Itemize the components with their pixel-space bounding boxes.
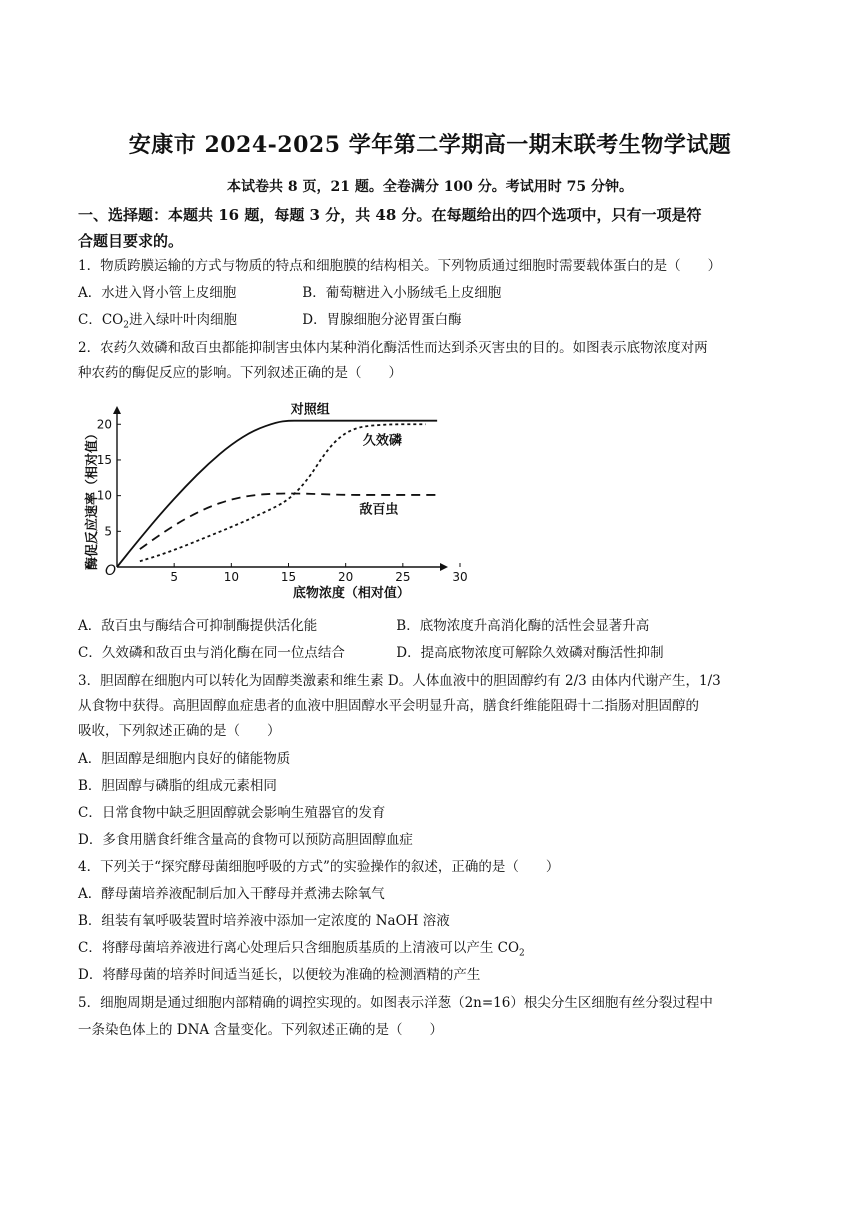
q3-option-a: A．胆固醇是细胞内良好的储能物质 (78, 751, 291, 767)
q2-option-d: D．提高底物浓度可解除久效磷对酶活性抑制 (396, 645, 664, 661)
section-heading-line2: 合题目要求的。 (78, 232, 184, 250)
q2-options-row2 (78, 643, 664, 663)
x-tick-label: 10 (223, 570, 239, 584)
q4-option-b: B．组装有氧呼吸装置时培养液中添加一定浓度的 NaOH 溶液 (78, 913, 450, 929)
series-label-0: 对照组 (290, 402, 330, 418)
q1-stem: 1．物质跨膜运输的方式与物质的特点和细胞膜的结构相关。下列物质通过细胞时需要载体蛋白的是（ ） (78, 258, 722, 274)
origin-label: O (105, 563, 117, 579)
series-label-1: 久效磷 (362, 433, 402, 449)
x-tick-label: 25 (395, 570, 411, 584)
q2-option-a: A．敌百虫与酶结合可抑制酶提供活化能 (78, 618, 318, 634)
y-axis-title: 酶促反应速率（相对值） (85, 426, 100, 571)
y-tick-label: 10 (96, 488, 112, 503)
q5-stem-line1: 5．细胞周期是通过细胞内部精确的调控实现的。如图表示洋葱（2n=16）根尖分生区细胞有丝分裂过程中 (78, 995, 713, 1011)
y-tick-label: 5 (104, 524, 112, 539)
exam-subtitle: 本试卷共 8 页，21 题。全卷满分 100 分。考试用时 75 分钟。 (226, 179, 634, 195)
q3-stem-line3: 吸收，下列叙述正确的是（ ） (78, 723, 281, 739)
x-tick-label: 20 (338, 570, 354, 584)
q3-option-b: B．胆固醇与磷脂的组成元素相同 (78, 778, 277, 794)
x-tick-label: 15 (280, 570, 297, 584)
y-tick-label: 20 (96, 417, 112, 432)
q1-option-d: D．胃腺细胞分泌胃蛋白酶 (302, 312, 462, 328)
q4-stem: 4．下列关于“探究酵母菌细胞呼吸的方式”的实验操作的叙述，正确的是（ ） (78, 859, 560, 875)
series-label-2: 敌百虫 (359, 502, 399, 518)
exam-title: 安康市 2024-2025 学年第二学期高一期末联考生物学试题 (128, 132, 732, 158)
q2-option-c: C．久效磷和敌百虫与消化酶在同一位点结合 (78, 645, 345, 661)
q1-option-b: B．葡萄糖进入小肠绒毛上皮细胞 (302, 285, 502, 301)
x-tick-label: 30 (452, 570, 468, 584)
x-tick-label: 5 (170, 570, 178, 584)
q1-option-c: C．$CO_2$进入绿叶叶肉细胞 (78, 312, 237, 331)
enzyme-rate-chart (82, 402, 468, 604)
q1-option-a: A．水进入肾小管上皮细胞 (78, 285, 237, 301)
y-tick-label: 15 (96, 452, 112, 467)
q4-option-c: C．将酵母菌培养液进行离心处理后只含细胞质基质的上清液可以产生 $CO_2$ (78, 940, 525, 959)
q4-option-a: A．酵母菌培养液配制后加入干酵母并煮沸去除氧气 (78, 886, 385, 902)
q1-options-row2 (78, 310, 462, 336)
q3-stem-line2: 从食物中获得。高胆固醇血症患者的血液中胆固醇水平会明显升高，膳食纤维能阻碍十二指肠对胆固醇的 (78, 698, 699, 714)
y-axis-arrow (113, 406, 121, 414)
q1-options-row1 (78, 283, 501, 303)
x-axis-arrow (440, 563, 448, 571)
q2-stem-line2: 种农药的酶促反应的影响。下列叙述正确的是（ ） (78, 365, 402, 381)
section-heading-line1: 一、选择题：本题共 16 题，每题 3 分，共 48 分。在每题给出的四个选项中，只有一项是符 (78, 206, 702, 224)
q3-option-d: D．多食用膳食纤维含量高的食物可以预防高胆固醇血症 (78, 832, 413, 848)
q3-stem-line1: 3．胆固醇在细胞内可以转化为固醇类激素和维生素 D。人体血液中的胆固醇约有 2/3 由体内代谢产生，1/3 (78, 673, 721, 689)
q5-stem-line2: 一条染色体上的 DNA 含量变化。下列叙述正确的是（ ） (78, 1022, 443, 1038)
q2-options-row1 (78, 616, 649, 636)
q4-option-d: D．将酵母菌的培养时间适当延长，以便较为准确的检测酒精的产生 (78, 967, 481, 983)
x-axis-title: 底物浓度（相对值） (292, 586, 410, 601)
q2-stem-line1: 2．农药久效磷和敌百虫都能抑制害虫体内某种消化酶活性而达到杀灭害虫的目的。如图表示底物浓度对两 (78, 340, 708, 356)
q2-option-b: B．底物浓度升高消化酶的活性会显著升高 (396, 618, 650, 634)
q3-option-c: C．日常食物中缺乏胆固醇就会影响生殖器官的发育 (78, 805, 386, 821)
